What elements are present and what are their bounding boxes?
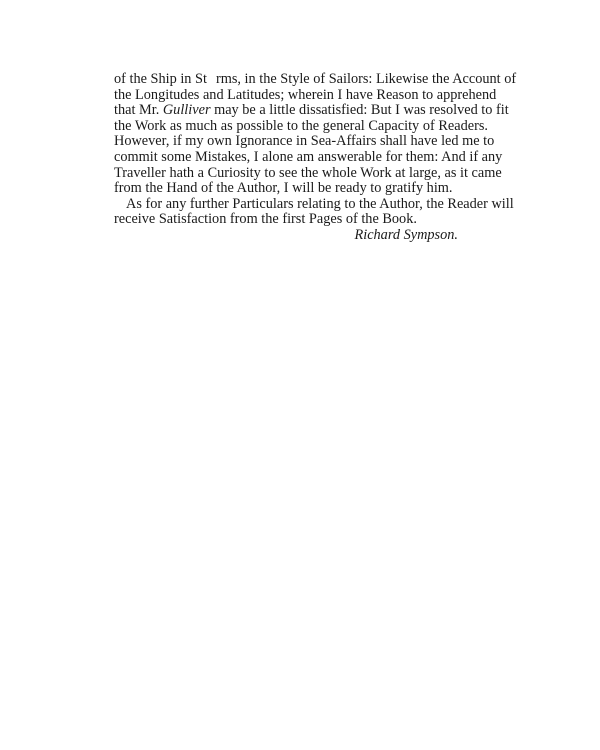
text-fragment: that Mr. [114, 102, 163, 119]
text-line: Traveller hath a Curiosity to see the whole Work at large, as it came [114, 164, 502, 181]
italic-name: Gulliver [162, 102, 211, 119]
text-line: receive Satisfaction from the first Pages of the Book. [114, 211, 417, 228]
text-fragment: may be a little dissatisfied: But I was resolved to fit [210, 102, 509, 119]
body-text [114, 71, 517, 244]
paragraph-1 [114, 71, 517, 197]
text-fragment: of the Ship in St [114, 71, 207, 87]
text-line: the Longitudes and Latitudes; wherein I have Reason to apprehend [114, 86, 497, 103]
text-line: commit some Mistakes, I alone am answerable for them: And if any [114, 148, 503, 165]
text-fragment: rms, in the Style of Sailors: Likewise the Account of [215, 71, 517, 87]
text-line: from the Hand of the Author, I will be ready to gratify him. [114, 180, 453, 197]
signature: Richard Sympson. [354, 226, 458, 243]
text-line: As for any further Particulars relating to the Author, the Reader will [126, 195, 514, 212]
text-line [114, 102, 509, 119]
text-line: However, if my own Ignorance in Sea-Affairs shall have led me to [114, 133, 495, 150]
paragraph-2 [114, 195, 514, 228]
text-line: the Work as much as possible to the general Capacity of Readers. [114, 117, 488, 134]
text-line [114, 71, 517, 88]
